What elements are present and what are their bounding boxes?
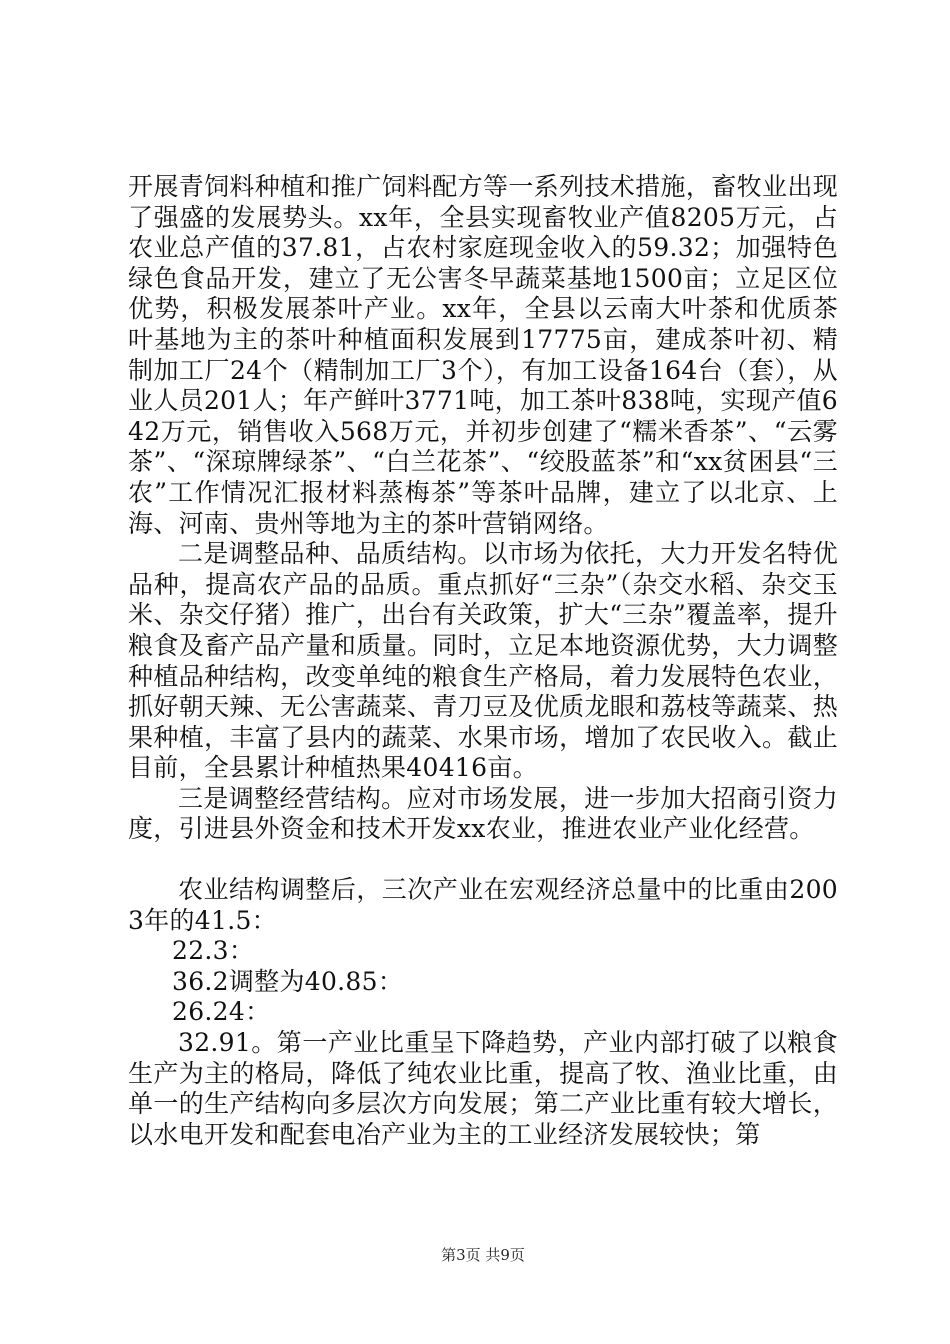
ratio-line-2: 36.2调整为40.85： <box>172 966 404 996</box>
document-page <box>128 0 838 1344</box>
document-body <box>128 172 838 1150</box>
paragraph-gap <box>128 845 838 875</box>
paragraph-variety-quality: 二是调整品种、品质结构。以市场为依托，大力开发名特优品种，提高农产品的品质。重点抓好“三杂”（杂交水稻、杂交玉米、杂交仔猪）推广，出台有关政策，扩大“三杂”覆盖率，提升粮食及畜产品产量和质量。同时，立足本地资源优势，大力调整种植品种结构，改变单纯的粮食生产格局，着力发展特色农业，抓好朝天辣、无公害蔬菜、青刀豆及优质龙眼和荔枝等蔬菜、热果种植，丰富了县内的蔬菜、水果市场，增加了农民收入。截止目前，全县累计种植热果40416亩。 <box>128 539 838 783</box>
paragraph-livestock-tea: 开展青饲料种植和推广饲料配方等一系列技术措施，畜牧业出现了强盛的发展势头。xx年，全县实现畜牧业产值8205万元，占农业总产值的37.81，占农村家庭现金收入的59.32；加强特色绿色食品开发，建立了无公害冬早蔬菜基地1500亩；立足区位优势，积极发展茶叶产业。xx年，全县以云南大叶茶和优质茶叶基地为主的茶叶种植面积发展到17775亩，建成茶叶初、精制加工厂24个（精制加工厂3个），有加工设备164台（套），从业人员201人；年产鲜叶3771吨，加工茶叶838吨，实现产值642万元，销售收入568万元，并初步创建了“糯米香茶”、“云雾茶”、“深琼牌绿茶”、“白兰花茶”、“绞股蓝茶”和“xx贫困县“三农”工作情况汇报材料蒸梅茶”等茶叶品牌，建立了以北京、上海、河南、贵州等地为主的茶叶营销网络。 <box>128 172 838 538</box>
ratio-line-1: 22.3： <box>172 936 255 966</box>
page-footer: 第3页 共9页 <box>441 1246 525 1264</box>
paragraph-management-structure: 三是调整经营结构。应对市场发展，进一步加大招商引资力度，引进县外资金和技术开发xx农业，推进农业产业化经营。 <box>128 783 838 844</box>
ratio-line-3: 26.24： <box>172 997 271 1027</box>
paragraph-industry-trend: 32.91。第一产业比重呈下降趋势，产业内部打破了以粮食生产为主的格局，降低了纯农业比重，提高了牧、渔业比重，由单一的生产结构向多层次方向发展；第二产业比重有较大增长，以水电开发和配套电冶产业为主的工业经济发展较快；第 <box>128 1028 838 1149</box>
paragraph-industry-ratio: 农业结构调整后，三次产业在宏观经济总量中的比重由2003年的41.5： <box>128 875 838 935</box>
